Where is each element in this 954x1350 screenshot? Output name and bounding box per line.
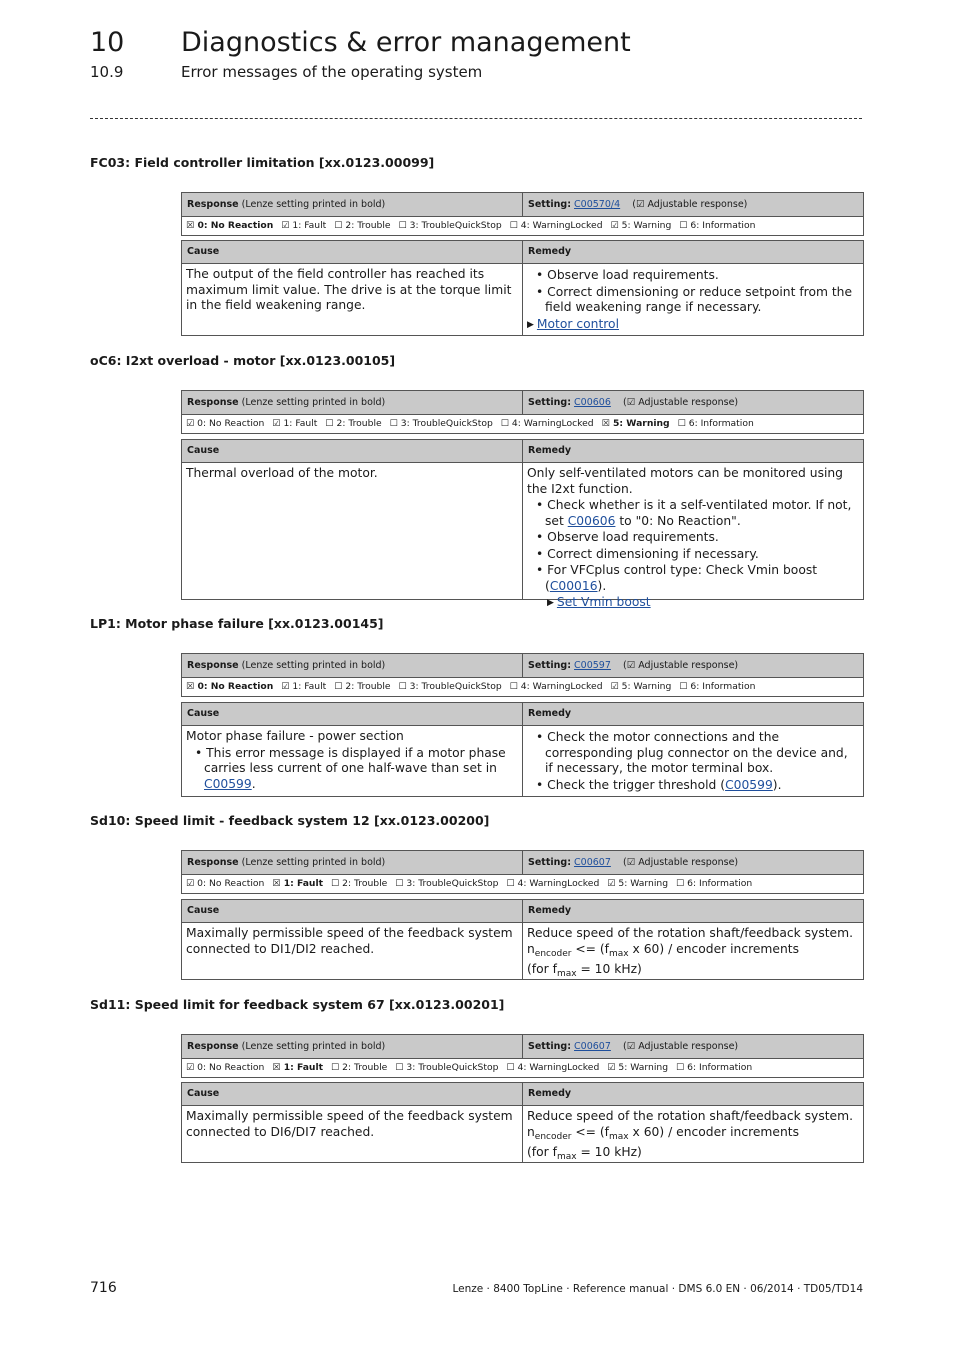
setting-code-link[interactable]: C00607	[574, 857, 611, 868]
adjustable-note: (☑ Adjustable response)	[622, 857, 739, 868]
option-1: ☑ 1: Fault	[272, 418, 318, 429]
option-6: ☐ 6: Information	[675, 1062, 753, 1073]
response-label: Response	[187, 397, 239, 408]
option-4: ☐ 4: WarningLocked	[509, 681, 603, 692]
cause-title: Motor phase failure - power section	[186, 729, 404, 743]
page-number: 716	[90, 1280, 117, 1296]
cause-header: Cause	[182, 241, 523, 263]
response-note: (Lenze setting printed in bold)	[241, 857, 386, 868]
setting-label: Setting:	[528, 397, 571, 408]
response-note: (Lenze setting printed in bold)	[241, 1041, 386, 1052]
remedy-bullet: • Observe load requirements.	[536, 530, 719, 544]
chapter-number: 10	[90, 27, 125, 58]
section-number: 10.9	[90, 63, 124, 81]
remedy-bullet: • For VFCplus control type: Check Vmin boost (C00016).	[536, 563, 818, 593]
remedy-bullet: • Observe load requirements.	[536, 268, 719, 282]
set-vmin-boost-link[interactable]: Set Vmin boost	[556, 595, 651, 609]
cause-remedy-table-sd11	[181, 1082, 864, 1163]
cause-header: Cause	[182, 1083, 523, 1105]
c00599-link[interactable]: C00599	[725, 777, 773, 792]
option-3: ☐ 3: TroubleQuickStop	[395, 878, 499, 889]
option-1: ☒ 1: Fault	[272, 1062, 324, 1073]
option-2: ☐ 2: Trouble	[334, 681, 391, 692]
remedy-header: Remedy	[528, 708, 572, 719]
response-label: Response	[187, 1041, 239, 1052]
response-note: (Lenze setting printed in bold)	[241, 397, 386, 408]
cause-remedy-table-fc03	[181, 240, 864, 336]
option-0: ☒ 0: No Reaction	[186, 220, 274, 231]
option-4: ☐ 4: WarningLocked	[500, 418, 594, 429]
c00016-link[interactable]: C00016	[549, 578, 598, 593]
remedy-header: Remedy	[528, 905, 572, 916]
cause-header: Cause	[182, 703, 523, 725]
option-0: ☑ 0: No Reaction	[186, 878, 265, 889]
setting-code-link[interactable]: C00570/4	[574, 199, 621, 210]
cause-remedy-table-oc6	[181, 439, 864, 609]
option-3: ☐ 3: TroubleQuickStop	[398, 220, 502, 231]
section-title: Error messages of the operating system	[181, 63, 483, 81]
option-5: ☑ 5: Warning	[607, 1062, 669, 1073]
cause-text: Maximally permissible speed of the feedback system connected to DI1/DI2 reached.	[182, 923, 523, 979]
cause-text: Thermal overload of the motor.	[182, 463, 523, 599]
arrow-right-icon: ▶	[547, 598, 554, 608]
remedy-formula: $n_{encoder} <= (f_{max}$ x 60) / encoder increments	[527, 1124, 799, 1142]
error-heading-fc03: FC03: Field controller limitation [xx.0123.00099]	[90, 155, 435, 170]
remedy-line: Reduce speed of the rotation shaft/feedback system.	[527, 1109, 854, 1123]
option-5: ☑ 5: Warning	[610, 681, 672, 692]
cause-header: Cause	[182, 440, 523, 462]
remedy-line: Reduce speed of the rotation shaft/feedback system.	[527, 926, 854, 940]
option-6: ☐ 6: Information	[679, 220, 756, 231]
header-divider	[90, 118, 862, 119]
option-3: ☐ 3: TroubleQuickStop	[395, 1062, 499, 1073]
option-6: ☐ 6: Information	[675, 878, 753, 889]
response-table-lp1	[181, 653, 864, 697]
motor-control-link[interactable]: Motor control	[536, 316, 619, 331]
adjustable-note: (☑ Adjustable response)	[622, 397, 739, 408]
option-3: ☐ 3: TroubleQuickStop	[398, 681, 502, 692]
footer-doc-info: Lenze · 8400 TopLine · Reference manual · DMS 6.0 EN · 06/2014 · TD05/TD14	[452, 1283, 863, 1295]
error-heading-sd11: Sd11: Speed limit for feedback system 67 [xx.0123.00201]	[90, 997, 505, 1012]
setting-label: Setting:	[528, 1041, 571, 1052]
response-options	[182, 678, 863, 696]
chapter-title: Diagnostics & error management	[181, 27, 631, 58]
remedy-condition: (for $f_{max} = 10$ kHz)	[527, 962, 642, 979]
cause-text: The output of the field controller has reached its maximum limit value. The drive is at the torque limit in the field weakening range.	[182, 264, 523, 335]
option-2: ☐ 2: Trouble	[334, 220, 391, 231]
option-3: ☐ 3: TroubleQuickStop	[389, 418, 493, 429]
response-options	[182, 875, 863, 893]
remedy-bullet: • Check whether is it a self-ventilated motor. If not, set C00606 to "0: No Reaction".	[536, 498, 852, 528]
option-0: ☑ 0: No Reaction	[186, 418, 265, 429]
option-5: ☒ 5: Warning	[601, 418, 670, 429]
adjustable-note: (☑ Adjustable response)	[622, 1041, 739, 1052]
response-options	[182, 1059, 863, 1077]
remedy-cell	[523, 264, 863, 335]
option-1: ☑ 1: Fault	[281, 220, 327, 231]
arrow-right-icon: ▶	[527, 319, 534, 330]
remedy-cell	[523, 1106, 863, 1162]
response-label: Response	[187, 199, 239, 210]
error-heading-sd10: Sd10: Speed limit - feedback system 12 [xx.0123.00200]	[90, 813, 490, 828]
option-5: ☑ 5: Warning	[607, 878, 669, 889]
remedy-cell	[523, 463, 863, 609]
remedy-bullet: • Check the trigger threshold (C00599).	[536, 777, 782, 792]
response-label: Response	[187, 660, 239, 671]
response-label: Response	[187, 857, 239, 868]
setting-label: Setting:	[528, 199, 571, 210]
setting-code-link[interactable]: C00607	[574, 1041, 611, 1052]
option-4: ☐ 4: WarningLocked	[506, 878, 600, 889]
response-table-sd11	[181, 1034, 864, 1078]
setting-code-link[interactable]: C00597	[574, 660, 611, 671]
remedy-formula: $n_{encoder} <= (f_{max}$ x 60) / encoder increments	[527, 941, 799, 959]
response-note: (Lenze setting printed in bold)	[241, 660, 386, 671]
setting-label: Setting:	[528, 660, 571, 671]
adjustable-note: (☑ Adjustable response)	[632, 199, 748, 210]
option-0: ☒ 0: No Reaction	[186, 681, 274, 692]
cause-remedy-table-lp1	[181, 702, 864, 797]
remedy-header: Remedy	[528, 445, 572, 456]
cause-bullet: • This error message is displayed if a motor phase carries less current of one half-wave than set in C00599.	[195, 745, 506, 791]
remedy-header: Remedy	[528, 246, 572, 257]
response-options	[182, 217, 863, 235]
option-1: ☒ 1: Fault	[272, 878, 324, 889]
c00606-link[interactable]: C00606	[567, 513, 616, 528]
option-4: ☐ 4: WarningLocked	[506, 1062, 600, 1073]
option-6: ☐ 6: Information	[679, 681, 756, 692]
c00599-link[interactable]: C00599	[204, 776, 252, 791]
cause-header: Cause	[182, 900, 523, 922]
cause-text: Maximally permissible speed of the feedback system connected to DI6/DI7 reached.	[182, 1106, 523, 1162]
option-4: ☐ 4: WarningLocked	[509, 220, 603, 231]
remedy-bullet: • Correct dimensioning if necessary.	[536, 546, 759, 561]
response-table-sd10	[181, 850, 864, 894]
remedy-cell	[523, 923, 863, 979]
option-5: ☑ 5: Warning	[610, 220, 672, 231]
remedy-bullet: • Check the motor connections and the corresponding plug connector on the device and, if necessary, the motor terminal box.	[536, 730, 848, 775]
response-options	[182, 415, 863, 433]
remedy-condition: (for $f_{max} = 10$ kHz)	[527, 1145, 642, 1162]
response-table-oc6	[181, 390, 864, 434]
cause-remedy-table-sd10	[181, 899, 864, 980]
cause-cell	[182, 726, 523, 796]
option-0: ☑ 0: No Reaction	[186, 1062, 265, 1073]
adjustable-note: (☑ Adjustable response)	[622, 660, 739, 671]
setting-label: Setting:	[528, 857, 571, 868]
remedy-header: Remedy	[528, 1088, 572, 1099]
option-2: ☐ 2: Trouble	[330, 878, 388, 889]
setting-code-link[interactable]: C00606	[574, 397, 611, 408]
option-2: ☐ 2: Trouble	[325, 418, 382, 429]
option-1: ☑ 1: Fault	[281, 681, 327, 692]
remedy-bullet: • Correct dimensioning or reduce setpoint from the field weakening range if necessary.	[536, 284, 853, 314]
response-table-fc03	[181, 192, 864, 236]
response-note: (Lenze setting printed in bold)	[241, 199, 386, 210]
option-2: ☐ 2: Trouble	[330, 1062, 388, 1073]
error-heading-oc6: oC6: I2xt overload - motor [xx.0123.00105]	[90, 353, 396, 368]
option-6: ☐ 6: Information	[677, 418, 754, 429]
error-heading-lp1: LP1: Motor phase failure [xx.0123.00145]	[90, 616, 384, 631]
remedy-cell	[523, 726, 863, 796]
remedy-intro: Only self-ventilated motors can be monitored using the I2xt function.	[527, 466, 843, 496]
